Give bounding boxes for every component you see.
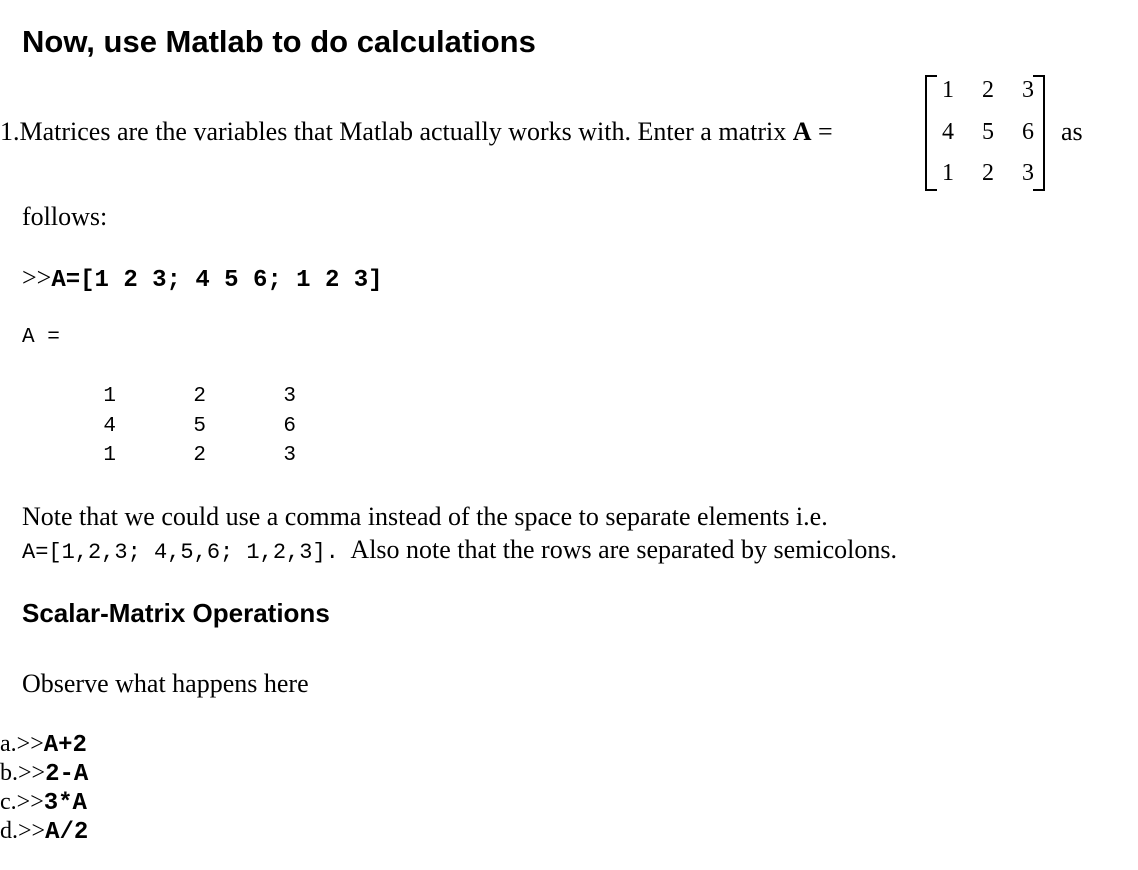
operation-item xyxy=(0,789,87,817)
item-1-body: Matrices are the variables that Matlab actually works with. Enter a matrix xyxy=(19,117,793,146)
operation-marker: a. xyxy=(0,731,17,757)
operation-prompt: >> xyxy=(18,818,46,844)
command-code: A=[1 2 3; 4 5 6; 1 2 3] xyxy=(51,267,383,294)
matrix-display xyxy=(925,75,1053,195)
output-cell: 3 xyxy=(283,444,296,467)
operation-item xyxy=(0,731,87,759)
matrix-cell: 6 xyxy=(1022,119,1034,145)
item-1-continuation: follows: xyxy=(22,202,108,231)
matrix-cell: 5 xyxy=(982,119,994,145)
matrix-cell: 3 xyxy=(1022,160,1034,186)
note-line-2 xyxy=(22,535,897,565)
matrix-cell: 4 xyxy=(942,119,954,145)
item-1-as: as xyxy=(1061,117,1083,146)
operation-code: A+2 xyxy=(43,732,87,759)
output-cell: 1 xyxy=(103,444,116,467)
operation-code: 3*A xyxy=(43,790,87,817)
item-1-equals: = xyxy=(811,117,833,146)
output-label: A = xyxy=(22,326,60,349)
matrix-cell: 1 xyxy=(942,77,954,103)
output-cell: 2 xyxy=(193,385,206,408)
command-line xyxy=(22,263,383,294)
output-cell: 5 xyxy=(193,415,206,438)
item-1-number: 1. xyxy=(0,117,20,146)
note-line-1: Note that we could use a comma instead of the space to separate elements i.e. xyxy=(22,502,828,531)
operation-marker: b. xyxy=(0,760,18,786)
operation-item xyxy=(0,818,88,846)
matrix-cell: 1 xyxy=(942,160,954,186)
output-cell: 3 xyxy=(283,385,296,408)
operation-code: A/2 xyxy=(45,819,89,846)
output-cell: 2 xyxy=(193,444,206,467)
note-code: A=[1,2,3; 4,5,6; 1,2,3]. xyxy=(22,540,339,565)
matrix-cell: 3 xyxy=(1022,77,1034,103)
matrix-cell: 2 xyxy=(982,160,994,186)
operation-marker: c. xyxy=(0,789,17,815)
section-title: Scalar-Matrix Operations xyxy=(22,598,330,628)
output-cell: 4 xyxy=(103,415,116,438)
operation-prompt: >> xyxy=(16,789,44,815)
matrix-cell: 2 xyxy=(982,77,994,103)
item-1-text xyxy=(0,117,833,147)
matrix-var-label: A xyxy=(792,117,812,146)
operation-marker: d. xyxy=(0,818,18,844)
output-cell: 1 xyxy=(103,385,116,408)
operation-prompt: >> xyxy=(18,760,46,786)
operation-prompt: >> xyxy=(16,731,44,757)
page-title: Now, use Matlab to do calculations xyxy=(22,24,536,59)
command-prompt: >> xyxy=(22,263,52,292)
observe-text: Observe what happens here xyxy=(22,669,309,698)
note-line-2-text: Also note that the rows are separated by semicolons. xyxy=(338,535,897,564)
output-cell: 6 xyxy=(283,415,296,438)
operation-code: 2-A xyxy=(45,761,89,788)
operation-item xyxy=(0,760,88,788)
